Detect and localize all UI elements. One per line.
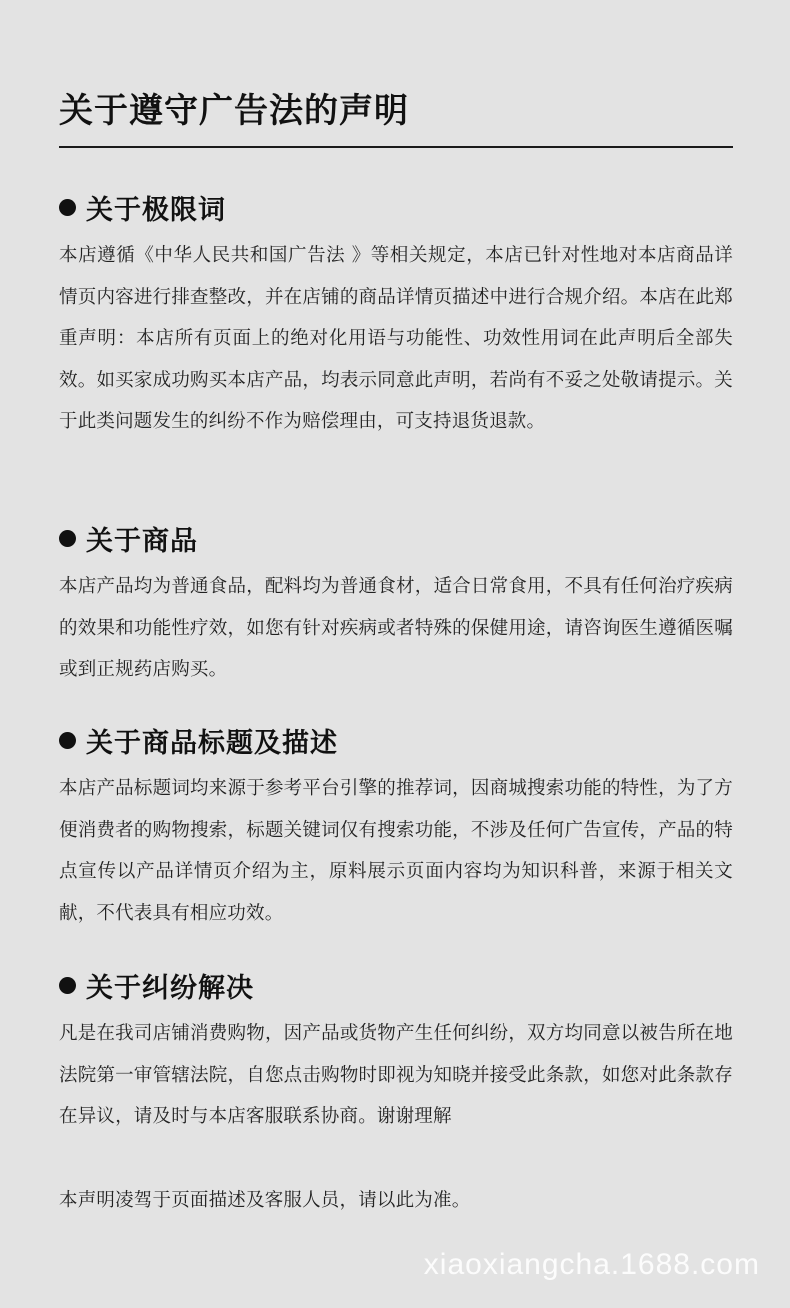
section-heading-extreme-words — [59, 187, 226, 227]
bullet-icon — [59, 199, 76, 216]
section-body-extreme-words: 本店遵循《中华人民共和国广告法 》等相关规定，本店已针对性地对本店商品详情页内容进行排查整改，并在店铺的商品详情页描述中进行合规介绍。本店在此郑重声明：本店所有页面上的绝对化用语与功能性、功效性用词在此声明后全部失效。如买家成功购买本店产品，均表示同意此声明，若尚有不妥之处敬请提示。关于此类问题发生的纠纷不作为赔偿理由，可支持退货退款。 — [59, 245, 733, 432]
section-title: 关于极限词 — [86, 194, 226, 226]
section-heading-dispute-resolution — [59, 965, 254, 1005]
section-title: 关于商品 — [86, 525, 198, 557]
section-heading-titles-descriptions — [59, 720, 338, 760]
footer-note: 本声明凌驾于页面描述及客服人员，请以此为准。 — [59, 1190, 471, 1211]
section-title: 关于纠纷解决 — [86, 972, 254, 1004]
bullet-icon — [59, 530, 76, 547]
section-title: 关于商品标题及描述 — [86, 727, 338, 759]
section-body-titles-descriptions: 本店产品标题词均来源于参考平台引擎的推荐词，因商城搜索功能的特性，为了方便消费者的购物搜索，标题关键词仅有搜索功能，不涉及任何广告宣传，产品的特点宣传以产品详情页介绍为主，原料展示页面内容均为知识科普，来源于相关文献，不代表具有相应功效。 — [59, 778, 733, 924]
watermark-text: xiaoxiangcha.1688.com — [423, 1248, 760, 1281]
bullet-icon — [59, 977, 76, 994]
section-body-dispute-resolution: 凡是在我司店铺消费购物，因产品或货物产生任何纠纷，双方均同意以被告所在地法院第一审管辖法院，自您点击购物时即视为知晓并接受此条款，如您对此条款存在异议，请及时与本店客服联系协商。谢谢理解 — [59, 1023, 733, 1127]
section-heading-products — [59, 518, 198, 558]
section-body-products: 本店产品均为普通食品，配料均为普通食材，适合日常食用，不具有任何治疗疾病的效果和功能性疗效，如您有针对疾病或者特殊的保健用途，请咨询医生遵循医嘱或到正规药店购买。 — [59, 576, 733, 680]
title-divider — [59, 146, 733, 148]
bullet-icon — [59, 732, 76, 749]
page-title: 关于遵守广告法的声明 — [59, 91, 409, 131]
